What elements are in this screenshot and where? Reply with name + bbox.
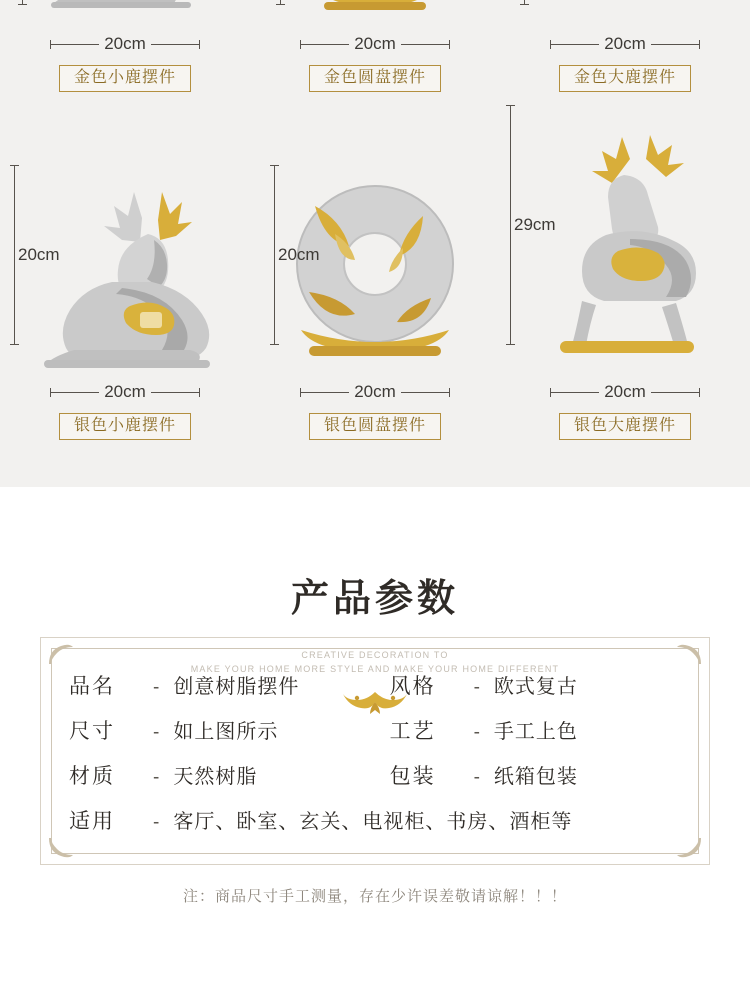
- figure-area: [0, 0, 250, 31]
- spec-key: 尺寸: [69, 718, 115, 743]
- product-cell-silver-sitting-deer: [0, 100, 250, 440]
- spec-key: 包装: [389, 763, 436, 788]
- width-dimension: [550, 33, 700, 55]
- figure-area: [500, 0, 750, 31]
- product-row-gold: [0, 0, 750, 92]
- product-name-tag: 金色大鹿摆件: [559, 65, 691, 92]
- height-dimension: [22, 0, 68, 5]
- product-row-silver: [0, 100, 750, 440]
- silver-standing-deer-figurine: [530, 129, 720, 379]
- spec-item-style: [390, 670, 681, 700]
- spec-dash: -: [473, 721, 480, 743]
- width-dimension: [550, 381, 700, 403]
- spec-value: 如上图所示: [173, 718, 279, 743]
- figure-area: [250, 0, 500, 31]
- spec-dash: -: [153, 811, 160, 833]
- width-dimension-label: 20cm: [349, 34, 401, 54]
- height-dimension: [524, 0, 570, 5]
- spec-row: [69, 670, 681, 700]
- spec-row: [69, 760, 681, 790]
- product-size-gallery: [0, 0, 750, 487]
- height-dimension: [14, 165, 60, 345]
- spec-table: [69, 662, 681, 842]
- product-name-tag: 银色大鹿摆件: [559, 413, 691, 440]
- spec-row: [69, 805, 681, 835]
- params-subtitle-line2: MAKE YOUR HOME MORE STYLE AND MAKE YOUR HOME DIFFERENT: [190, 663, 560, 674]
- figure-area: [250, 100, 500, 379]
- height-dimension-label: 29cm: [514, 215, 556, 234]
- width-dimension-label: 20cm: [99, 382, 151, 402]
- width-dimension: [300, 381, 450, 403]
- spec-item-size: [69, 715, 390, 745]
- product-name-tag: 银色小鹿摆件: [59, 413, 191, 440]
- product-name-tag: 银色圆盘摆件: [309, 413, 441, 440]
- spec-dash: -: [473, 676, 480, 698]
- spec-dash: -: [153, 766, 160, 788]
- spec-dash: -: [153, 721, 160, 743]
- height-dimension: [274, 165, 320, 345]
- product-cell-gold-sitting-deer: [0, 0, 250, 92]
- params-title: 产品参数: [290, 574, 459, 620]
- product-parameters-section: [0, 487, 750, 1000]
- spec-item-usage: [69, 805, 681, 835]
- product-name-tag: 金色小鹿摆件: [59, 65, 191, 92]
- height-dimension: [280, 0, 326, 5]
- product-name-tag: 金色圆盘摆件: [309, 65, 441, 92]
- spec-key: 材质: [69, 763, 115, 788]
- spec-key: 品名: [69, 673, 115, 698]
- product-cell-gold-disc: [250, 0, 500, 92]
- product-cell-silver-disc: [250, 100, 500, 440]
- figure-area: [0, 100, 250, 379]
- width-dimension: [50, 33, 200, 55]
- spec-value: 欧式复古: [493, 673, 578, 698]
- spec-item-material: [69, 760, 390, 790]
- spec-value: 手工上色: [493, 718, 578, 743]
- width-dimension-label: 20cm: [349, 382, 401, 402]
- width-dimension-label: 20cm: [599, 382, 651, 402]
- height-dimension-label: 20cm: [18, 245, 60, 264]
- height-dimension: [510, 105, 556, 345]
- width-dimension: [50, 381, 200, 403]
- spec-row: [69, 715, 681, 745]
- spec-key: 风格: [389, 673, 436, 698]
- spec-value: 创意树脂摆件: [173, 673, 300, 698]
- width-dimension: [300, 33, 450, 55]
- product-cell-gold-standing-deer: [500, 0, 750, 92]
- height-dimension-label: 20cm: [278, 245, 320, 264]
- spec-key: 适用: [69, 808, 115, 833]
- spec-item-packaging: [390, 760, 681, 790]
- spec-key: 工艺: [389, 718, 436, 743]
- spec-frame: [40, 637, 710, 865]
- figure-area: [500, 100, 750, 379]
- spec-item-product-name: [69, 670, 390, 700]
- measurement-note: 注：商品尺寸手工测量，存在少许误差敬请谅解！！！: [182, 888, 567, 905]
- spec-value: 客厅、卧室、玄关、电视柜、书房、酒柜等: [173, 808, 573, 833]
- spec-value: 纸箱包装: [493, 763, 578, 788]
- product-cell-silver-standing-deer: [500, 100, 750, 440]
- spec-dash: -: [473, 766, 480, 788]
- width-dimension-label: 20cm: [599, 34, 651, 54]
- spec-item-craft: [390, 715, 681, 745]
- spec-dash: -: [153, 676, 160, 698]
- width-dimension-label: 20cm: [99, 34, 151, 54]
- spec-value: 天然树脂: [173, 763, 258, 788]
- params-subtitle-line1: CREATIVE DECORATION TO: [301, 649, 449, 660]
